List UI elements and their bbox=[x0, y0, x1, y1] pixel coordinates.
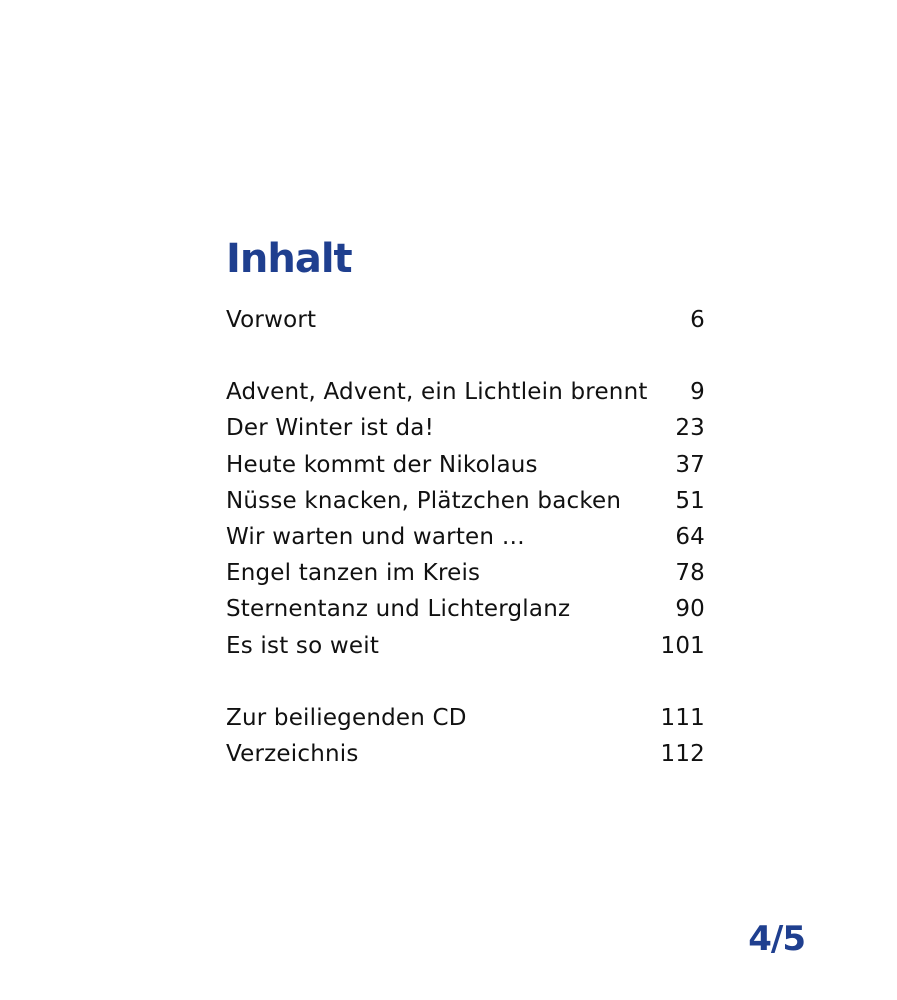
toc-entry-title: Wir warten und warten … bbox=[226, 523, 525, 550]
toc-entry bbox=[226, 483, 705, 519]
table-of-contents bbox=[226, 302, 705, 772]
toc-entry-page: 9 bbox=[690, 379, 705, 406]
toc-group-appendix bbox=[226, 700, 705, 772]
toc-entry-title: Zur beiliegenden CD bbox=[226, 704, 467, 731]
toc-entry-title: Es ist so weit bbox=[226, 632, 380, 659]
toc-entry-page: 23 bbox=[675, 415, 705, 442]
page-title: Inhalt bbox=[226, 235, 352, 282]
toc-group-intro bbox=[226, 302, 705, 338]
toc-entry-page: 51 bbox=[675, 487, 705, 514]
toc-entry-title: Der Winter ist da! bbox=[226, 415, 434, 442]
toc-entry-title: Verzeichnis bbox=[226, 740, 359, 767]
toc-entry bbox=[226, 302, 705, 338]
toc-entry-page: 78 bbox=[675, 560, 705, 587]
toc-entry-page: 64 bbox=[675, 523, 705, 550]
toc-entry bbox=[226, 555, 705, 591]
toc-entry-page: 90 bbox=[675, 596, 705, 623]
toc-entry-title: Sternentanz und Lichterglanz bbox=[226, 596, 571, 623]
toc-entry bbox=[226, 700, 705, 736]
toc-entry bbox=[226, 736, 705, 772]
toc-entry bbox=[226, 410, 705, 446]
toc-entry-title: Vorwort bbox=[226, 307, 317, 333]
toc-entry bbox=[226, 628, 705, 664]
toc-entry bbox=[226, 447, 705, 483]
toc-entry-title: Advent, Advent, ein Lichtlein brennt bbox=[226, 379, 648, 406]
toc-entry-page: 111 bbox=[660, 704, 705, 731]
toc-entry bbox=[226, 519, 705, 555]
toc-group-chapters bbox=[226, 374, 705, 664]
page-indicator: 4/5 bbox=[748, 919, 805, 959]
toc-entry-title: Nüsse knacken, Plätzchen backen bbox=[226, 487, 622, 514]
toc-entry-page: 101 bbox=[660, 632, 705, 659]
toc-entry-page: 37 bbox=[675, 451, 705, 478]
toc-entry-page: 112 bbox=[660, 740, 705, 767]
toc-entry bbox=[226, 591, 705, 627]
toc-entry bbox=[226, 374, 705, 410]
toc-entry-title: Engel tanzen im Kreis bbox=[226, 560, 481, 587]
toc-entry-title: Heute kommt der Nikolaus bbox=[226, 451, 538, 478]
toc-entry-page: 6 bbox=[690, 307, 705, 333]
